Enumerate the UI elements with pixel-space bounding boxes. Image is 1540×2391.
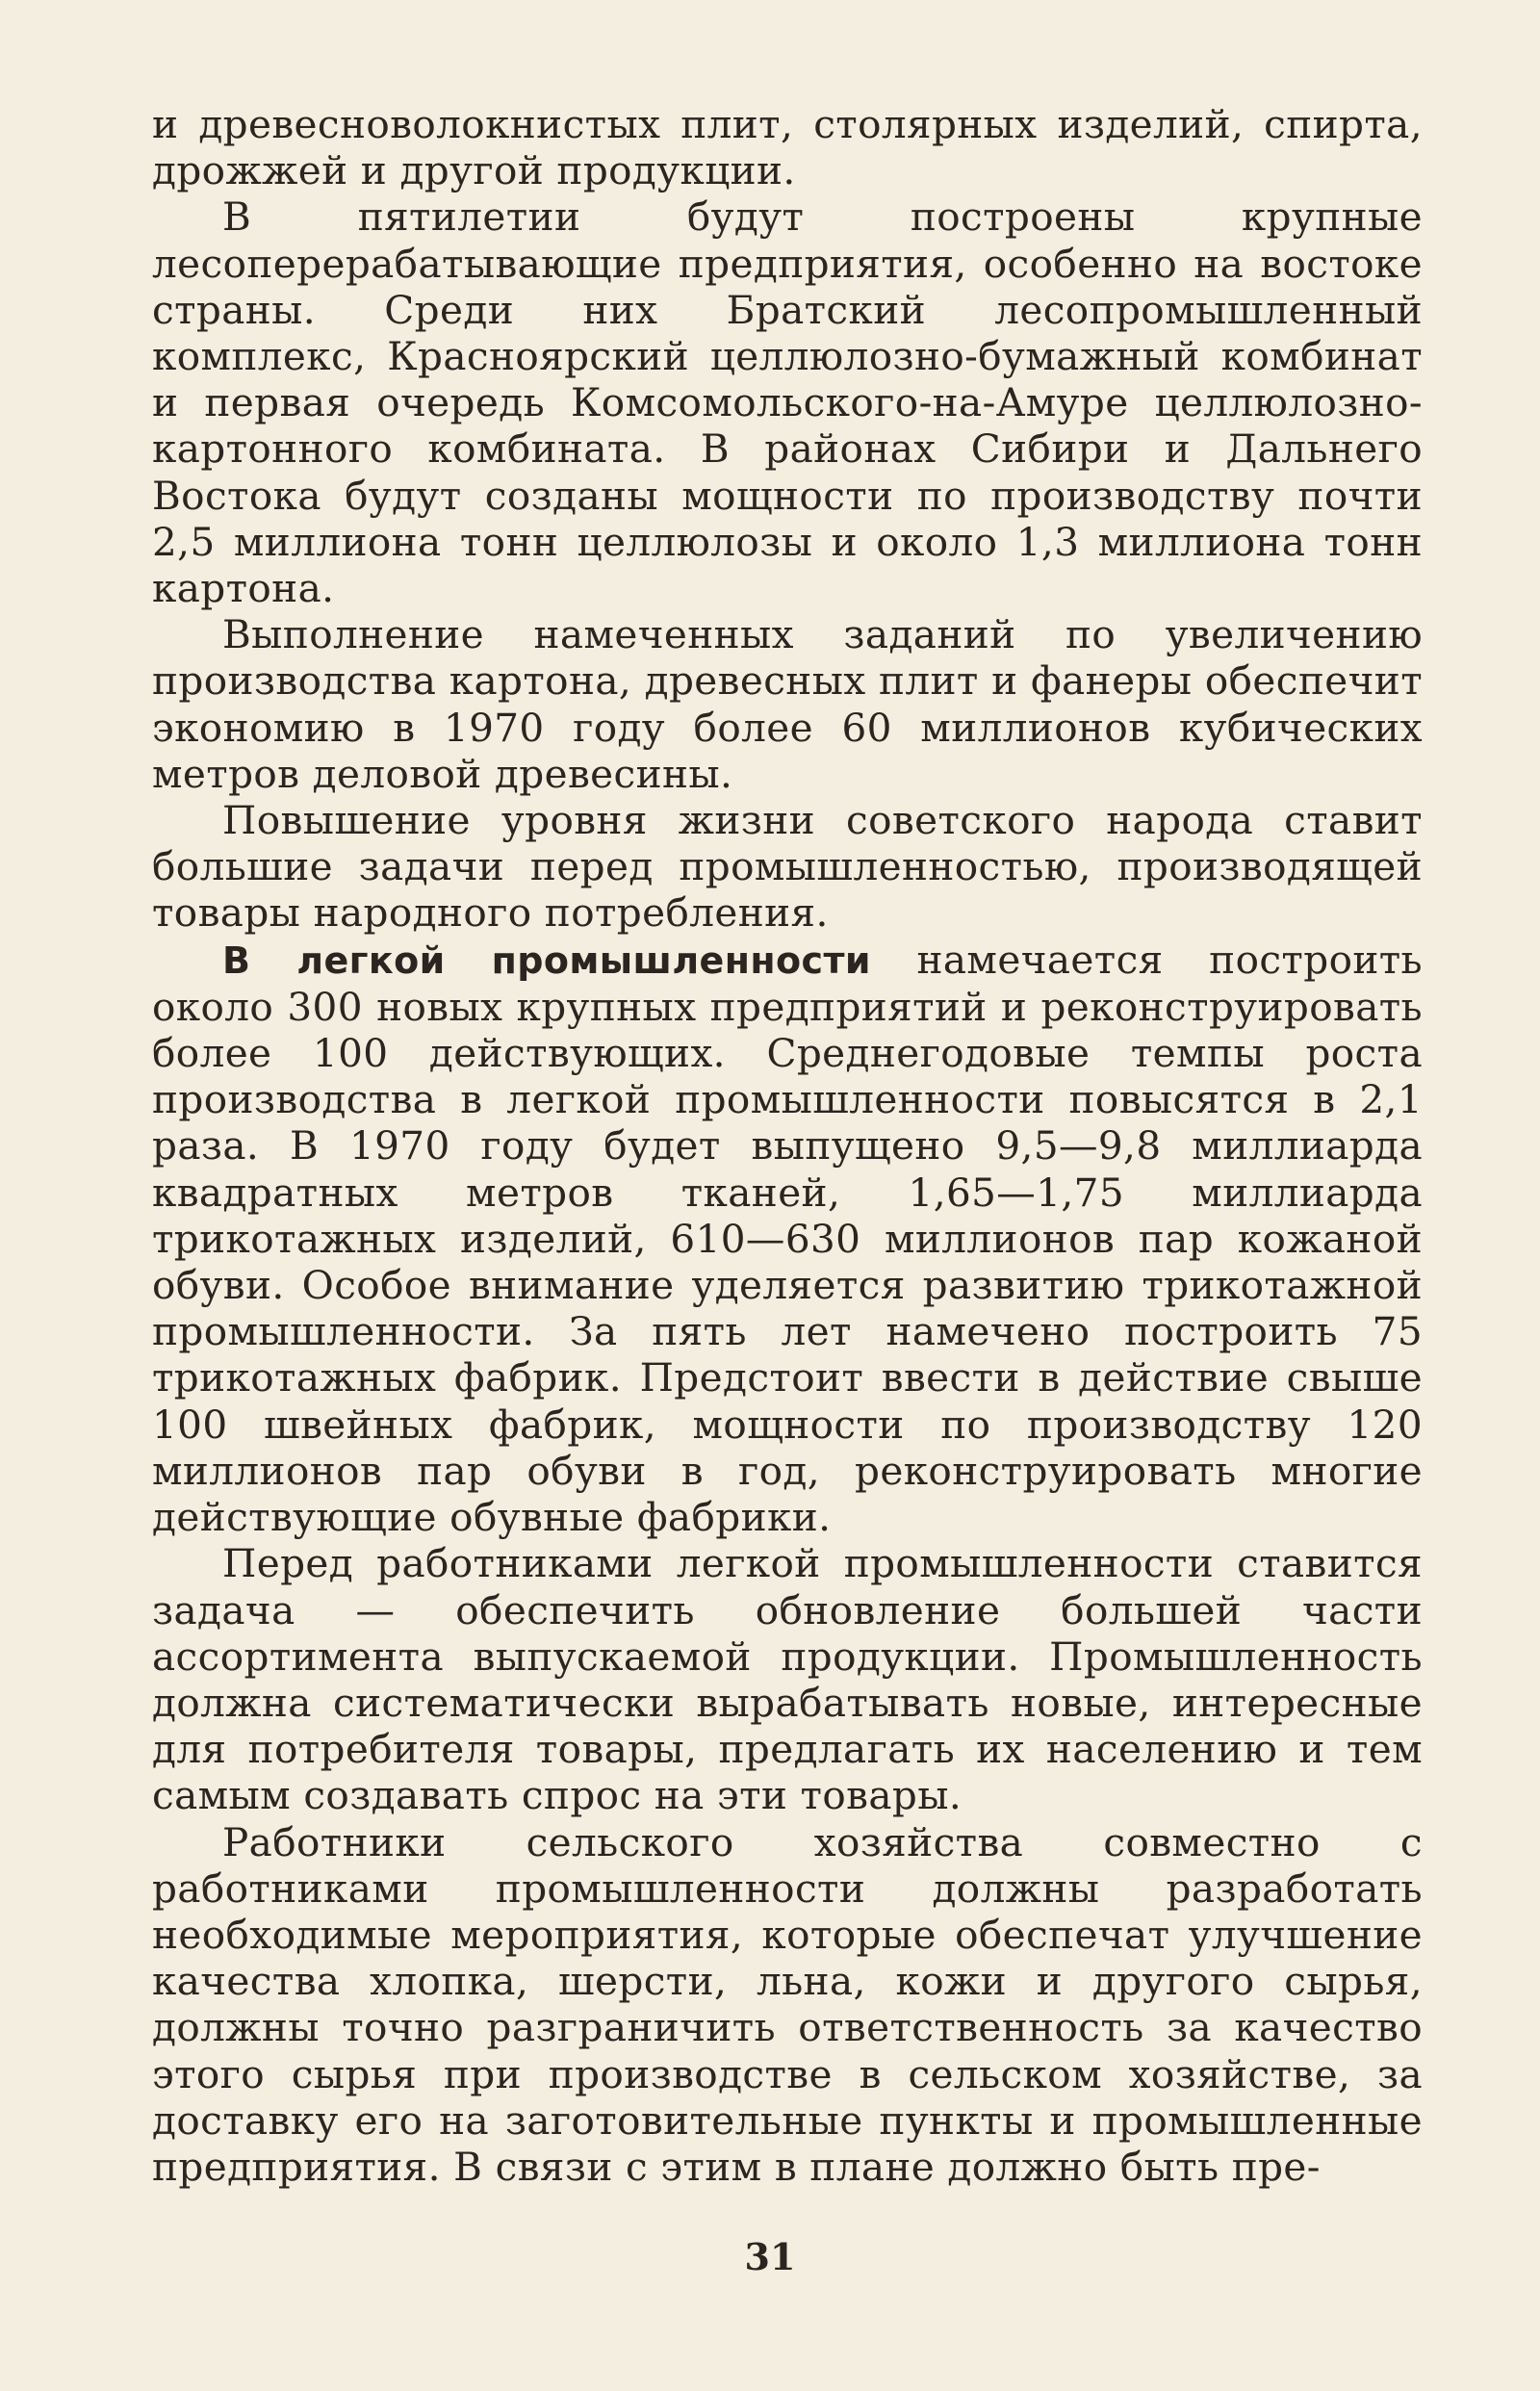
paragraph-agriculture: Работники сельского хозяйства совместно с работниками промышленности должны разработать необходимые мероприятия, которые обеспечат улучшение качества хлопка, шерсти, льна, кожи и другого сырья, должны точно разграничить ответственность за качество этого сырья при производстве в сельском хозяйстве, за доставку его на заготовительные пункты и промышленные предприятия. В связи с этим в плане должно быть пре- [152,1818,1423,2190]
paragraph-light-industry [152,937,1423,1541]
body-text [152,101,1423,2190]
light-industry-text: намечается построить около 300 новых крупных предприятий и реконструировать более 100 действующих. Среднегодовые темпы роста производства в легкой промышленности повысятся в 2,1 раза. В 1970 году будет выпущено 9,5—9,8 миллиарда квадратных метров тканей, 1,65—1,75 миллиарда трикотажных изделий, 610—630 миллионов пар кожаной обуви. Особое внимание уделяется развитию трикотажной промышленности. За пять лет намечено построить 75 трикотажных фабрик. Предстоит ввести в действие свыше 100 швейных фабрик, мощности по производству 120 миллионов пар обуви в год, реконструировать многие действующие обувные фабрики. [152,936,1423,1541]
page-number: 31 [744,2235,796,2278]
paragraph-continuation: и древесноволокнистых плит, столярных изделий, спирта, дрожжей и другой продукции. [152,101,1423,194]
paragraph-timber-processing: В пятилетии будут построены крупные лесоперерабатывающие предприятия, особенно на востоке страны. Среди них Братский лесопромышленный комплекс, Красноярский целлюлозно-бумажный комбинат и первая очередь Комсомольского-на-Амуре целлюлозно-картонного комбината. В районах Сибири и Дальнего Востока будут созданы мощности по производству почти 2,5 миллиона тонн целлюлозы и около 1,3 миллиона тонн картона. [152,193,1423,612]
paragraph-consumer-goods: Повышение уровня жизни советского народа ставит большие задачи перед промышленностью, производящей товары народного потребления. [152,797,1423,937]
paragraph-assortment: Перед работниками легкой промышленности ставится задача — обеспечить обновление большей части ассортимента выпускаемой продукции. Промышленность должна систематически вырабатывать новые, интересные для потребителя товары, предлагать их населению и тем самым создавать спрос на эти товары. [152,1540,1423,1819]
light-industry-heading: В легкой промышленности [222,938,871,982]
paragraph-wood-savings: Выполнение намеченных заданий по увеличению производства картона, древесных плит и фанеры обеспечит экономию в 1970 году более 60 миллионов кубических метров деловой древесины. [152,611,1423,797]
